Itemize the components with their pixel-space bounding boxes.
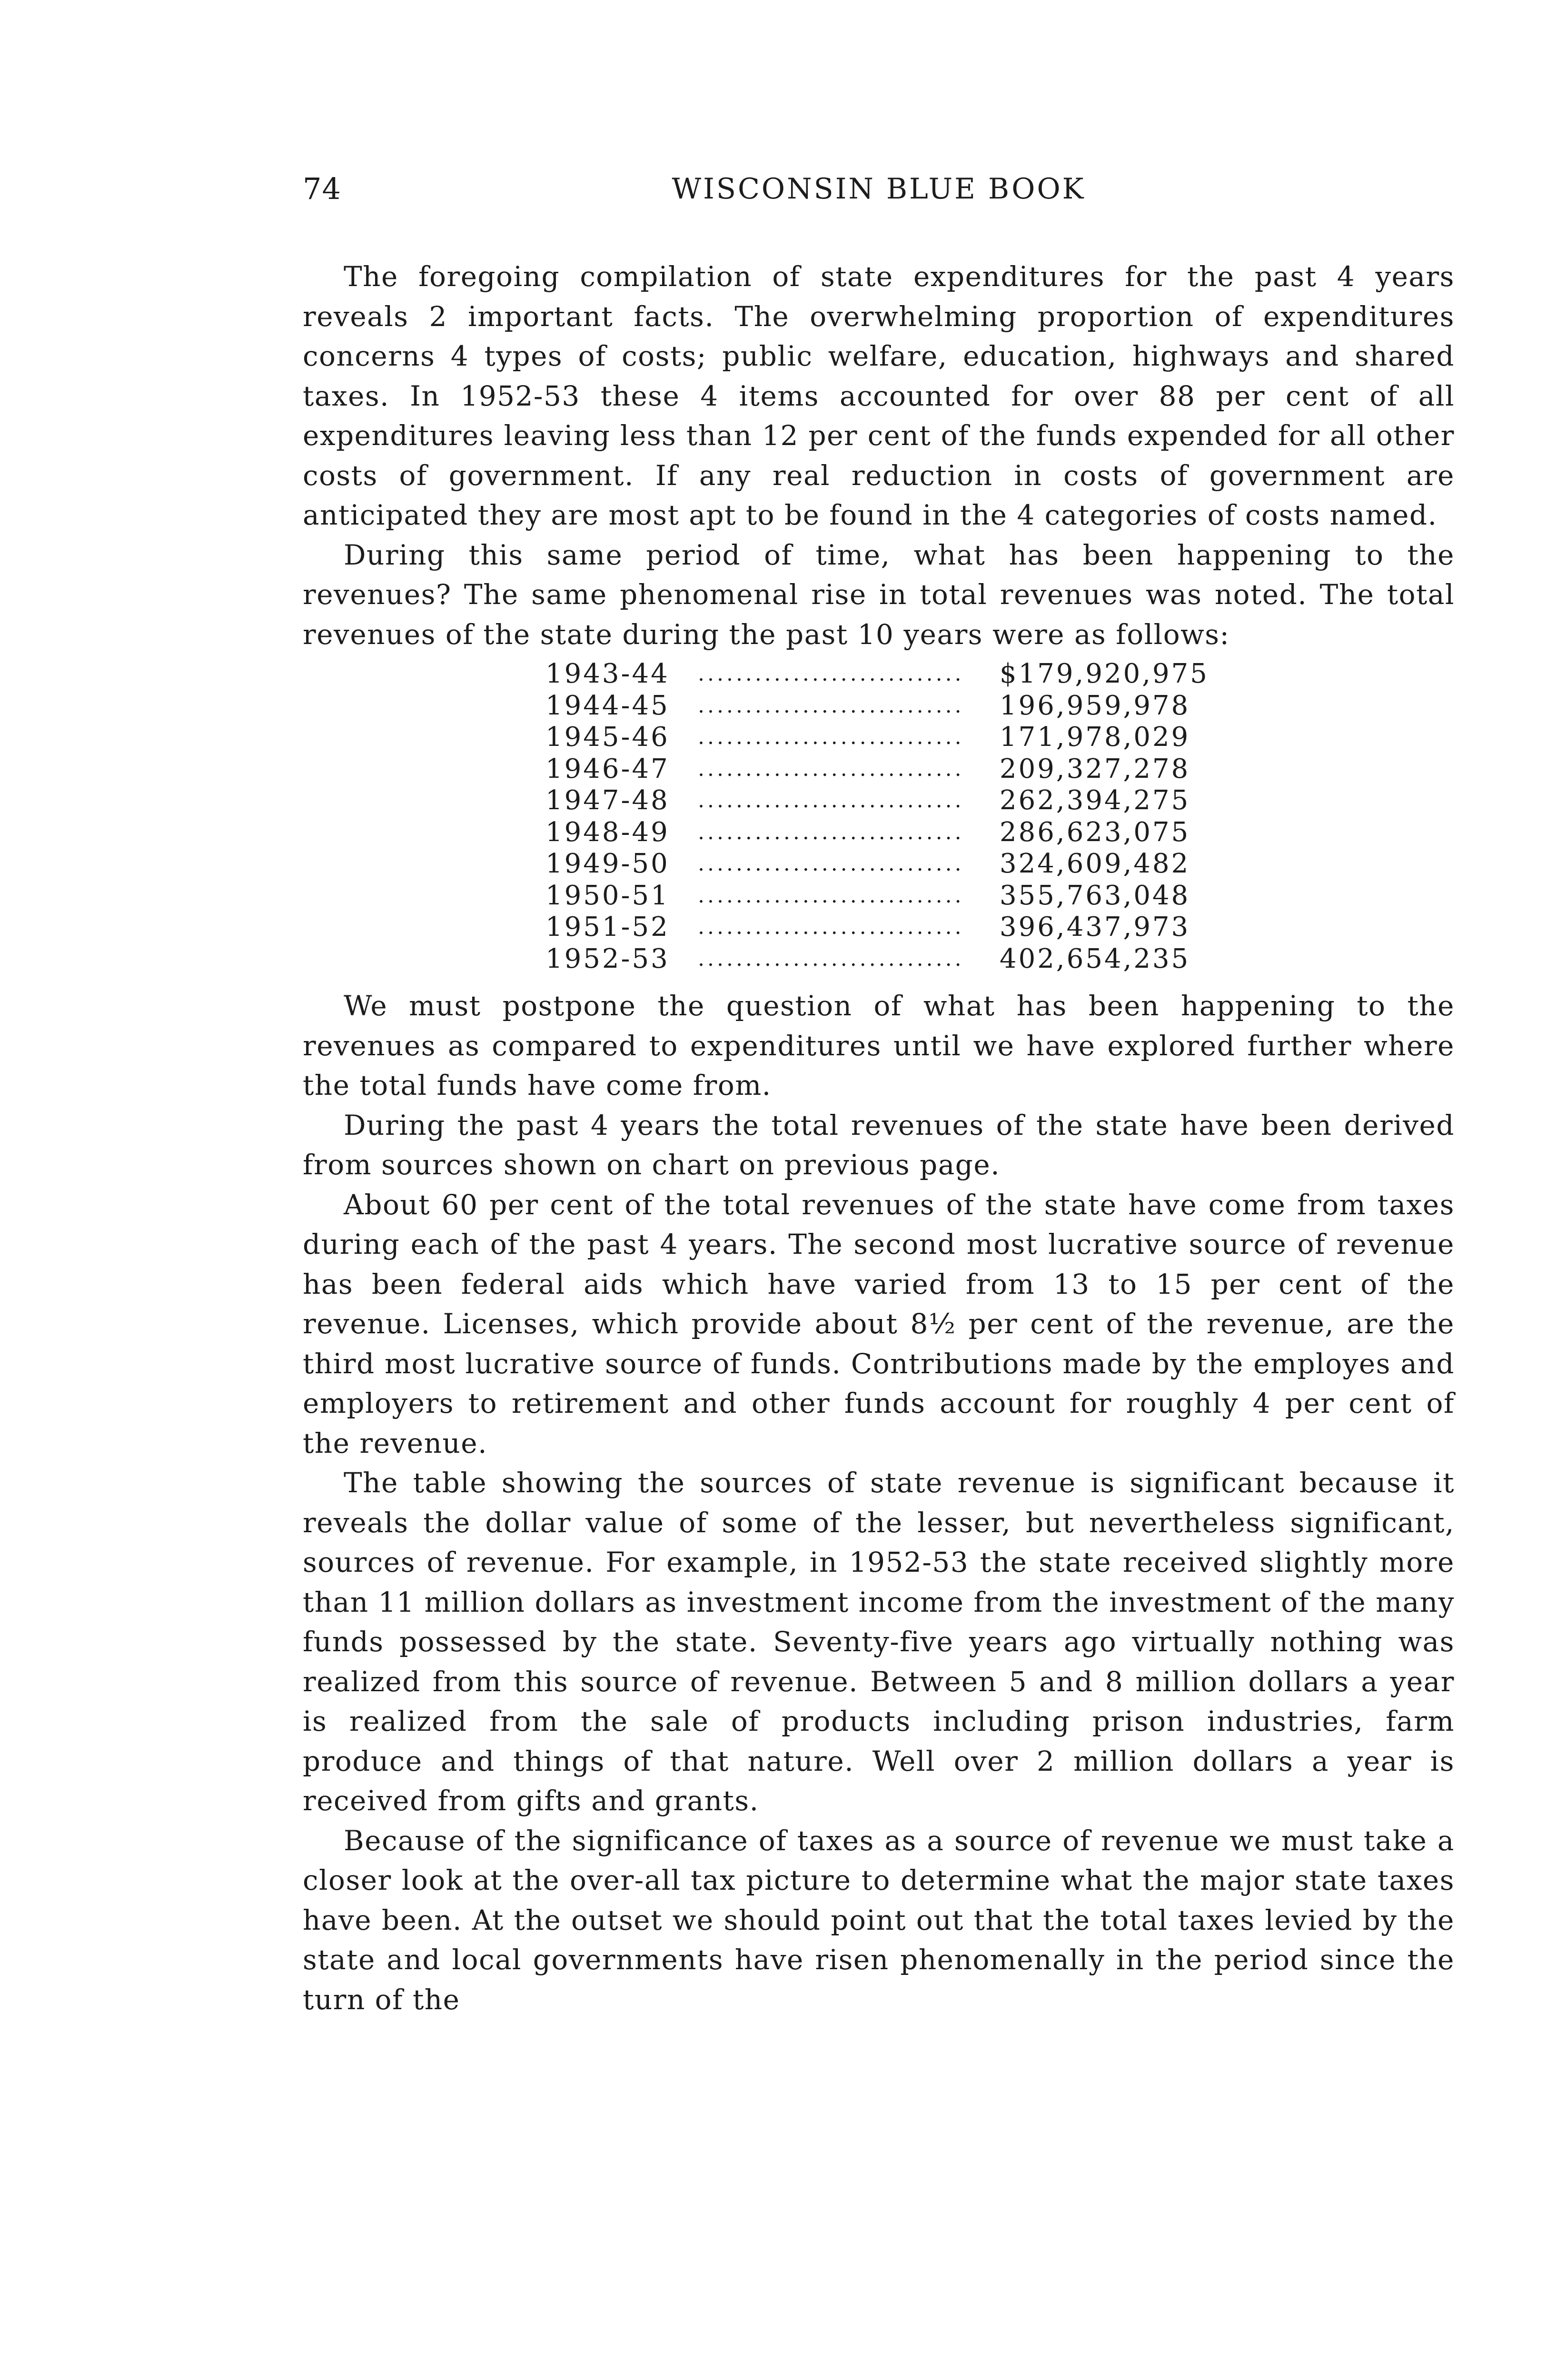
revenue-amount: 355,763,048 xyxy=(1000,880,1190,911)
paragraph-postpone-question: We must postpone the question of what has been happening to the revenues as compared to expenditures until we have explored further where the total funds have come from. xyxy=(303,990,1455,1101)
page-header xyxy=(303,168,1455,210)
revenue-amount: 262,394,275 xyxy=(1000,785,1190,816)
fiscal-year: 1946-47 xyxy=(545,753,670,784)
fiscal-year: 1945-46 xyxy=(545,722,670,753)
revenue-amount: 209,327,278 xyxy=(1000,753,1190,784)
revenue-amount: 196,959,978 xyxy=(1000,690,1190,721)
dot-leader: ............................ xyxy=(698,725,964,749)
fiscal-year: 1950-51 xyxy=(545,880,670,911)
paragraph-expenditures-summary: The foregoing compilation of state expenditures for the past 4 years reveals 2 important facts. The overwhelming proportion of expenditures concerns 4 types of costs; public welfare, education, highways and shared taxes. In 1952-53 these 4 items accounted for over 88 per cent of all expenditures leaving less than 12 per cent of the funds expended for all other costs of government. If any real reduction in costs of government are anticipated they are most apt to be found in the 4 categories of costs named. xyxy=(303,260,1455,531)
revenue-amount: $179,920,975 xyxy=(1000,658,1209,689)
fiscal-year: 1947-48 xyxy=(545,785,670,816)
table-row xyxy=(545,722,1209,754)
table-row xyxy=(545,754,1209,785)
revenue-amount: 396,437,973 xyxy=(1000,912,1190,942)
paragraph-lesser-sources: The table showing the sources of state revenue is significant because it reveals the dollar value of some of the lesser, but nevertheless significant, sources of revenue. For example, in 1952-53 the state received slightly more than 11 million dollars as investment income from the investment of the many funds possessed by the state. Seventy-five years ago virtually nothing was realized from this source of revenue. Between 5 and 8 million dollars a year is realized from the sale of products including prison industries, farm produce and things of that nature. Well over 2 million dollars a year is received from gifts and grants. xyxy=(303,1467,1455,1817)
fiscal-year: 1952-53 xyxy=(545,943,670,974)
table-row xyxy=(545,880,1209,912)
dot-leader: ............................ xyxy=(698,883,964,908)
dot-leader: ............................ xyxy=(698,915,964,939)
dot-leader: ............................ xyxy=(698,662,964,686)
fiscal-year: 1951-52 xyxy=(545,912,670,942)
dot-leader: ............................ xyxy=(698,852,964,876)
revenue-amount: 324,609,482 xyxy=(1000,848,1190,879)
fiscal-year: 1949-50 xyxy=(545,848,670,879)
revenue-amount: 402,654,235 xyxy=(1000,943,1190,974)
paragraph-tax-picture: Because of the significance of taxes as a source of revenue we must take a closer look at the over-all tax picture to determine what the major state taxes have been. At the outset we should point out that the total taxes levied by the state and local governments have risen phenomenally in the period since the turn of the xyxy=(303,1824,1455,2016)
body-text xyxy=(303,257,1455,2020)
revenue-amount: 286,623,075 xyxy=(1000,816,1190,848)
table-row xyxy=(545,848,1209,880)
dot-leader: ............................ xyxy=(698,693,964,718)
table-row xyxy=(545,943,1209,975)
fiscal-year: 1944-45 xyxy=(545,690,670,721)
paragraph-tax-share: About 60 per cent of the total revenues of the state have come from taxes during each of the past 4 years. The second most lucrative source of revenue has been federal aids which have varied from 13 to 15 per cent of the revenue. Licenses, which provide about 8½ per cent of the revenue, are the third most lucrative source of funds. Contributions made by the employes and employers to retirement and other funds account for roughly 4 per cent of the revenue. xyxy=(303,1188,1455,1459)
dot-leader: ............................ xyxy=(698,756,964,781)
fiscal-year: 1943-44 xyxy=(545,658,670,689)
dot-leader: ............................ xyxy=(698,820,964,844)
revenue-table xyxy=(545,658,1209,975)
table-row xyxy=(545,658,1209,690)
page-number: 74 xyxy=(303,171,341,206)
table-row xyxy=(545,785,1209,817)
revenue-amount: 171,978,029 xyxy=(1000,722,1190,753)
dot-leader: ............................ xyxy=(698,946,964,971)
table-row xyxy=(545,912,1209,943)
fiscal-year: 1948-49 xyxy=(545,816,670,848)
table-row xyxy=(545,690,1209,722)
table-row xyxy=(545,817,1209,849)
dot-leader: ............................ xyxy=(698,788,964,813)
paragraph-revenues-question: During this same period of time, what has been happening to the revenues? The same phenomenal rise in total revenues was noted. The total revenues of the state during the past 10 years were as follows: xyxy=(303,538,1455,651)
paragraph-revenue-sources: During the past 4 years the total revenues of the state have been derived from sources shown on chart on previous page. xyxy=(303,1109,1455,1181)
running-head: WISCONSIN BLUE BOOK xyxy=(672,172,1086,206)
